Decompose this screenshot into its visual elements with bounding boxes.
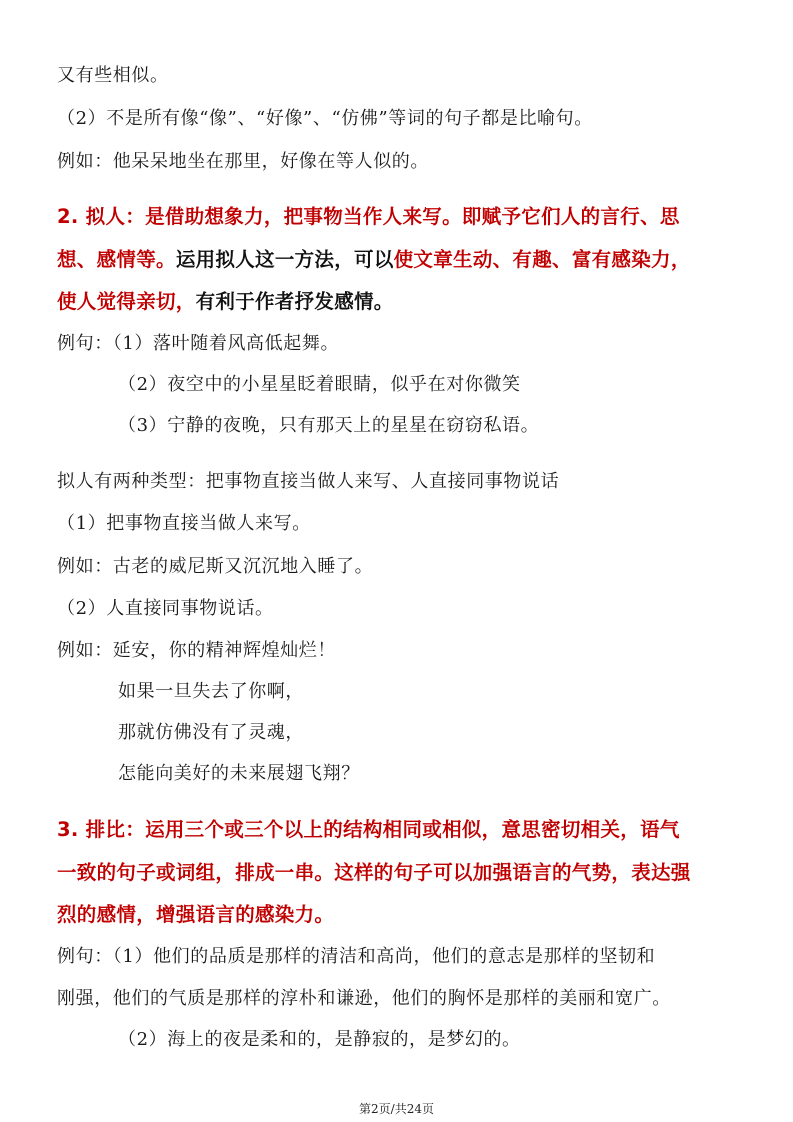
plain-text: 运用拟人这一方法，可以 xyxy=(175,248,394,271)
section-text: 烈的感情，增强语言的感染力。 xyxy=(57,903,335,926)
section-text xyxy=(57,290,394,314)
text-line: 拟人有两种类型：把事物直接当做人来写、人直接同事物说话 xyxy=(57,471,560,492)
emphasis-text: 3. 排比： xyxy=(57,818,146,841)
text-line: 例如：他呆呆地坐在那里，好像在等人似的。 xyxy=(57,151,429,172)
section-text xyxy=(57,248,691,272)
text-line: 刚强，他们的气质是那样的淳朴和谦逊，他们的胸怀是那样的美丽和宽广。 xyxy=(57,988,671,1009)
poem-line: 那就仿佛没有了灵魂， xyxy=(118,722,304,743)
text-line: （1）把事物直接当做人来写。 xyxy=(57,513,311,534)
section-heading-personification: 2. 拟人：是借助想象力，把事物当作人来写。即赋予它们人的言行、思 xyxy=(57,205,680,228)
emphasis-text: 使文章生动、有趣、富有感染力， xyxy=(393,248,691,271)
emphasis-text: 使人觉得亲切， xyxy=(57,290,196,313)
text-line: （2）不是所有像“像”、“好像”、“仿佛”等词的句子都是比喻句。 xyxy=(57,108,593,129)
plain-text: 有利于作者抒发感情。 xyxy=(195,290,394,313)
page-number: 第2页/共24页 xyxy=(359,1102,434,1116)
text-line: 例句：（1）落叶随着风高低起舞。 xyxy=(57,333,340,354)
text-line: 又有些相似。 xyxy=(57,65,169,86)
section-heading-parallelism xyxy=(57,818,680,842)
emphasis-text: 运用三个或三个以上的结构相同或相似，意思密切相关，语气 xyxy=(145,818,680,841)
poem-line: 怎能向美好的未来展翅飞翔？ xyxy=(118,763,360,784)
text-line: 例句：（1）他们的品质是那样的清洁和高尚，他们的意志是那样的坚韧和 xyxy=(57,946,656,967)
text-line: （3）宁静的夜晚，只有那天上的星星在窃窃私语。 xyxy=(118,415,540,436)
section-text: 一致的句子或词组，排成一串。这样的句子可以加强语言的气势，表达强 xyxy=(57,861,691,884)
poem-line: 如果一旦失去了你啊， xyxy=(118,681,304,702)
text-line: （2）人直接同事物说话。 xyxy=(57,598,274,619)
emphasis-text: 想、感情等。 xyxy=(57,248,176,271)
text-line: （2）海上的夜是柔和的，是静寂的，是梦幻的。 xyxy=(118,1029,521,1050)
text-line: （2）夜空中的小星星眨着眼睛，似乎在对你微笑 xyxy=(118,374,521,395)
text-line: 例如：延安，你的精神辉煌灿烂！ xyxy=(57,640,336,661)
text-line: 例如：古老的威尼斯又沉沉地入睡了。 xyxy=(57,556,374,577)
